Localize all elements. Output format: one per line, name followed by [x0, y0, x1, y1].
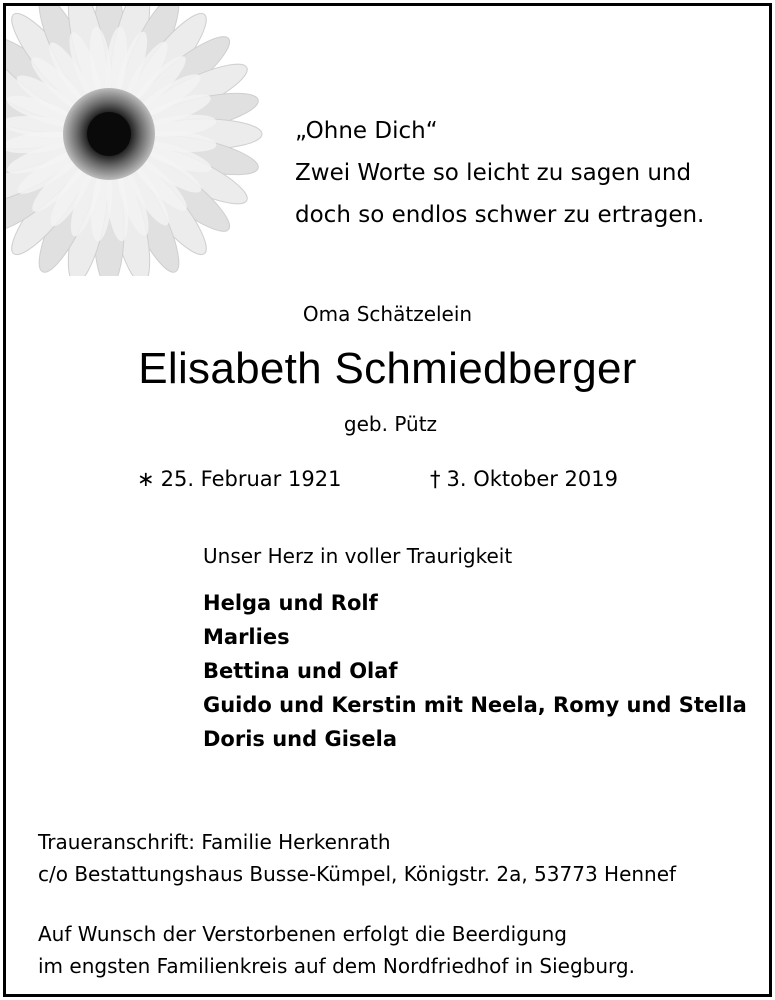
mourner-name: Doris und Gisela	[203, 727, 398, 751]
mourning-address	[38, 826, 676, 890]
quote-block	[295, 110, 704, 236]
mourner-name: Marlies	[203, 625, 290, 649]
mourner-name: Bettina und Olaf	[203, 659, 398, 683]
funeral-line: im engsten Familienkreis auf dem Nordfriedhof in Siegburg.	[38, 954, 635, 978]
deceased-name: Elisabeth Schmiedberger	[138, 344, 637, 393]
quote-title: „Ohne Dich“	[295, 118, 438, 144]
mourning-intro: Unser Herz in voller Traurigkeit	[203, 544, 513, 568]
mourner-name: Guido und Kerstin mit Neela, Romy und Stella	[203, 693, 747, 717]
address-line: c/o Bestattungshaus Busse-Kümpel, Königstr. 2a, 53773 Hennef	[38, 862, 677, 886]
birth-star-icon: ∗	[137, 467, 155, 491]
funeral-note	[38, 918, 635, 982]
death-cross-icon: †	[430, 467, 441, 491]
obituary-notice	[3, 3, 772, 997]
death-date	[430, 467, 618, 491]
death-date-text: 3. Oktober 2019	[446, 467, 618, 491]
birth-date	[137, 467, 341, 491]
quote-line: doch so endlos schwer zu ertragen.	[295, 202, 705, 228]
birth-date-text: 25. Februar 1921	[160, 467, 342, 491]
maiden-name: geb. Pütz	[343, 412, 438, 436]
funeral-line: Auf Wunsch der Verstorbenen erfolgt die Beerdigung	[38, 922, 567, 946]
mourner-name: Helga und Rolf	[203, 591, 378, 615]
address-line: Traueranschrift: Familie Herkenrath	[38, 830, 391, 854]
quote-line: Zwei Worte so leicht zu sagen und	[295, 160, 692, 186]
nickname: Oma Schätzelein	[302, 302, 473, 326]
gerbera-flower-icon	[6, 6, 286, 276]
mourners-list	[203, 586, 747, 756]
